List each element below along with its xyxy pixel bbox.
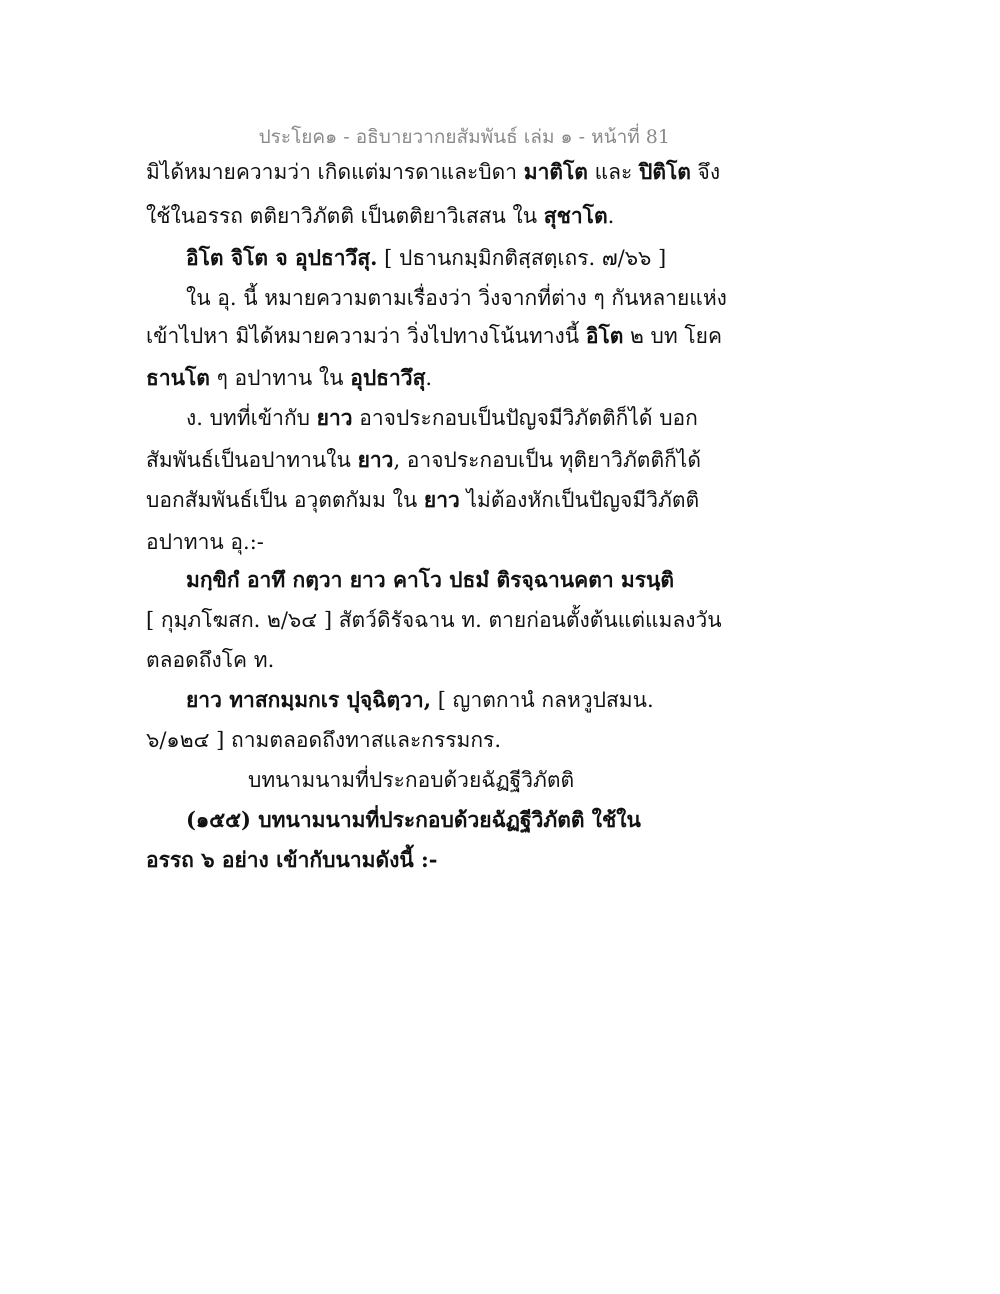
text-line <box>186 244 706 272</box>
bold-term: ธานโต <box>146 365 210 390</box>
bold-term: อรรถ ๖ อย่าง เข้ากับนามดังนี้ :- <box>146 847 438 872</box>
bold-term: อุปธาวึสุ <box>350 365 426 390</box>
text-line <box>146 158 721 186</box>
text-segment: ตลอดถึงโค ท. <box>146 648 275 672</box>
text-line <box>146 202 666 230</box>
text-line <box>186 404 706 432</box>
bold-term: มาติโต <box>523 159 588 184</box>
text-line <box>146 528 666 556</box>
text-segment: ใช้ในอรรถ ตติยาวิภัตติ เป็นตติยาวิเสสน ใน <box>146 204 544 228</box>
text-segment: สัมพันธ์เป็นอปาทานใน <box>146 448 358 472</box>
bold-term: ปิติโต <box>638 159 691 184</box>
text-segment: . <box>425 366 433 390</box>
text-segment: ไม่ต้องหักเป็นปัญจมีวิภัตติ <box>459 488 700 512</box>
bold-term: มกฺขิกํ อาทึ กตฺวา ยาว คาโว ปธมํ ติรจฺฉานคตา มรนฺติ <box>186 567 675 592</box>
text-segment: , อาจประกอบเป็น ทุติยาวิภัตติก็ได้ <box>393 448 701 472</box>
text-line <box>186 566 706 594</box>
text-segment: [ ปธานกมฺมิกติสฺสตฺเถร. ๗/๖๖ ] <box>377 246 667 270</box>
text-line <box>146 486 700 514</box>
text-segment: บทนามนามที่ประกอบด้วยฉัฏฐีวิภัตติ <box>248 768 575 792</box>
bold-term: ยาว <box>357 447 394 472</box>
text-line <box>146 446 701 474</box>
bold-term: (๑๕๕) บทนามนามที่ประกอบด้วยฉัฏฐีวิภัตติ ใช้ใน <box>186 807 641 832</box>
bold-term: ยาว <box>423 487 460 512</box>
section-heading <box>248 766 768 794</box>
text-line <box>186 284 727 312</box>
text-segment: เข้าไปหา มิได้หมายความว่า วิ่งไปทางโน้นทางนี้ <box>146 324 586 348</box>
bold-term: ยาว ทาสกมฺมกเร ปุจฺฉิตฺวา, <box>186 687 432 712</box>
text-line <box>146 364 666 392</box>
text-segment: อปาทาน อุ.:- <box>146 530 264 554</box>
text-line <box>146 606 722 634</box>
text-segment: [ ญาตกานํ กลหวูปสมน. <box>431 688 654 712</box>
bold-term: ยาว <box>316 405 353 430</box>
text-segment: ใน อุ. นี้ หมายความตามเรื่องว่า วิ่งจากที่ต่าง ๆ กันหลายแห่ง <box>186 286 727 310</box>
page-header: ประโยค๑ - อธิบายวากยสัมพันธ์ เล่ม ๑ - หน้าที่ 81 <box>258 126 670 148</box>
text-line <box>146 322 723 350</box>
text-segment: บอกสัมพันธ์เป็น อวุตตกัมม ใน <box>146 488 424 512</box>
text-segment: จึง <box>690 160 721 184</box>
text-segment: อาจประกอบเป็นปัญจมีวิภัตติก็ได้ บอก <box>352 406 698 430</box>
bold-term: อิโต <box>585 323 624 348</box>
bold-term: อิโต จิโต จ อุปธาวึสุ. <box>186 245 378 270</box>
text-segment: ๒ บท โยค <box>623 324 723 348</box>
text-segment: และ <box>587 160 639 184</box>
text-line <box>146 726 666 754</box>
text-segment: ๖/๑๒๔ ] ถามตลอดถึงทาสและกรรมกร. <box>146 728 502 752</box>
bold-term: สุชาโต <box>543 203 608 228</box>
text-segment: ๆ อปาทาน ใน <box>209 366 351 390</box>
text-segment: . <box>607 204 615 228</box>
text-segment: ง. บทที่เข้ากับ <box>186 406 317 430</box>
text-line <box>146 846 666 874</box>
text-line <box>186 806 706 834</box>
text-line <box>146 646 666 674</box>
text-segment: [ กุมฺภโฆสก. ๒/๖๔ ] สัตว์ดิรัจฉาน ท. ตายก่อนตั้งต้นแต่แมลงวัน <box>146 608 722 632</box>
text-line <box>186 686 706 714</box>
text-segment: มิได้หมายความว่า เกิดแต่มารดาและบิดา <box>146 160 524 184</box>
